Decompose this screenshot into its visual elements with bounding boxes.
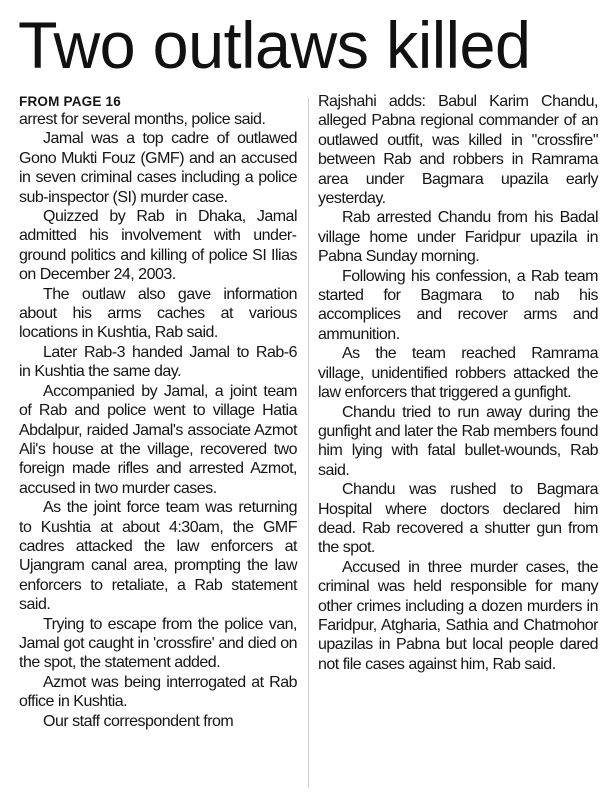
paragraph: Accused in three murder cases, the criminal was held responsible for many other crimes including a dozen murders in Faridpur, Atgharia, Sathia and Chatmohor upazilas in Pabna but local people dared not file cases against him, Rab said. [318,558,598,673]
paragraph: As the joint force team was returning to Kushtia at about 4:30am, the GMF cadres attacked the law enforcers at Ujangram canal area, prompting the law enforcers to retaliate, a Rab statement said. [19,499,297,614]
column-divider [308,98,309,788]
paragraph: Quizzed by Rab in Dhaka, Jamal admitted his involvement with underground politics and killing of police SI Ilias on December 24, 2003. [19,208,297,284]
paragraph: The outlaw also gave information about his arms caches at various locations in Kushtia, Rab said. [19,285,297,342]
paragraph: Jamal was a top cadre of outlawed Gono Mukti Fouz (GMF) and an accused in seven criminal cases including a police sub-inspector (SI) murder case. [19,130,297,206]
paragraph: Following his confession, a Rab team started for Bagmara to nab his accomplices and recover arms and ammunition. [318,267,598,343]
paragraph: Chandu was rushed to Bagmara Hospital where doctors declared him dead. Rab recovered a shutter gun from the spot. [318,481,598,557]
paragraph: Accompanied by Jamal, a joint team of Rab and police went to village Hatia Abdalpur, raided Jamal's associate Azmot Ali's house at the village, recovered two foreign made rifles and arrested Azmot, accused in two murder cases. [19,382,297,497]
paragraph: arrest for several months, police said. [19,111,266,128]
paragraph: Trying to escape from the police van, Jamal got caught in 'crossfire' and died on the spot, the statement added. [19,615,297,672]
paragraph: Chandu tried to run away during the gunfight and later the Rab members found him lying with fatal bullet-wounds, Rab said. [318,403,598,479]
paragraph: Our staff correspondent from [43,712,234,730]
paragraph: Rab arrested Chandu from his Badal village home under Faridpur upazila in Pabna Sunday morning. [318,209,598,266]
left-column [19,92,297,731]
paragraph: Azmot was being interrogated at Rab office in Kushtia. [19,673,297,711]
headline: Two outlaws killed [18,8,531,82]
paragraph: Rajshahi adds: Babul Karim Chandu, alleged Pabna regional commander of an outlawed outfit, was killed in "crossfire" between Rab and robbers in Ramrama area under Bagmara upazila early yesterday. [318,93,598,208]
continuation-kicker: FROM PAGE 16 [19,94,121,109]
right-column [318,92,598,674]
paragraph: Later Rab-3 handed Jamal to Rab-6 in Kushtia the same day. [19,343,297,381]
paragraph: As the team reached Ramrama village, unidentified robbers attacked the law enforcers that triggered a gunfight. [318,345,598,402]
